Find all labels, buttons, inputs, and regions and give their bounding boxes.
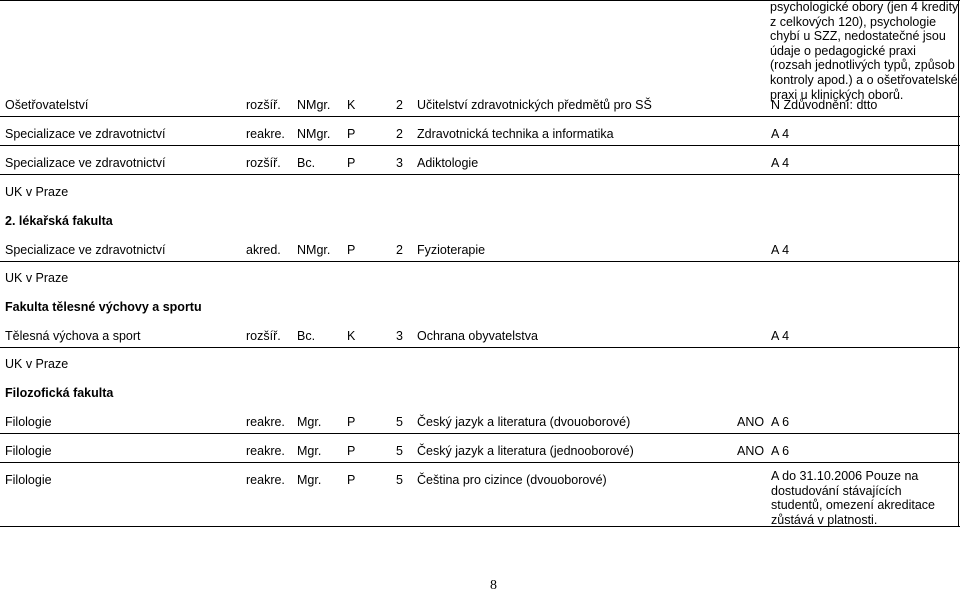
cell-typ: reakre. bbox=[246, 473, 285, 487]
cell-doba: 5 bbox=[396, 415, 403, 429]
cell-doba: 5 bbox=[396, 473, 403, 487]
cell-doba: 2 bbox=[396, 243, 403, 257]
cell-obor: Filologie bbox=[5, 444, 52, 458]
cell-stupen: Bc. bbox=[297, 156, 316, 170]
cell-forma: K bbox=[347, 329, 356, 343]
cell-typ: rozšíř. bbox=[246, 98, 281, 112]
cell-nazev: Čeština pro cizince (dvouoborové) bbox=[417, 473, 607, 487]
cell-obor: Specializace ve zdravotnictví bbox=[5, 243, 166, 257]
cell-stupen: NMgr. bbox=[297, 127, 331, 141]
cell-nazev: Ochrana obyvatelstva bbox=[417, 329, 538, 343]
cell-nazev: Adiktologie bbox=[417, 156, 479, 170]
university-heading: UK v Praze bbox=[5, 185, 69, 199]
cell-doba: 2 bbox=[396, 98, 403, 112]
cell-stupen: Mgr. bbox=[297, 415, 322, 429]
cell-vysledek: A 4 bbox=[771, 127, 790, 141]
cell-doba: 3 bbox=[396, 156, 403, 170]
cell-vysledek: A 6 bbox=[771, 444, 790, 458]
table-rule bbox=[0, 116, 960, 117]
cell-nazev: Učitelství zdravotnických předmětů pro SŠ bbox=[417, 98, 652, 112]
cell-vysledek: A 6 bbox=[771, 415, 790, 429]
cell-typ: akred. bbox=[246, 243, 281, 257]
cell-doba: 3 bbox=[396, 329, 403, 343]
cell-obor: Filologie bbox=[5, 473, 52, 487]
cell-nazev: Český jazyk a literatura (jednooborové) bbox=[417, 444, 634, 458]
faculty-heading: Filozofická fakulta bbox=[5, 386, 114, 400]
table-rule bbox=[0, 433, 960, 434]
cell-vysledek: A 4 bbox=[771, 243, 790, 257]
cell-szz: ANO bbox=[737, 415, 765, 429]
cell-stupen: NMgr. bbox=[297, 243, 331, 257]
top-note: psychologické obory (jen 4 kredity z celkových 120), psychologie chybí u SZZ, nedostatečné jsou údaje o pedagogické praxi (rozsah jednotlivých typů, způsob kontroly apod.) a o ošetřovatelské praxi u klinických oborů. bbox=[770, 0, 959, 102]
cell-forma: P bbox=[347, 127, 356, 141]
cell-stupen: Mgr. bbox=[297, 473, 322, 487]
cell-vysledek: N Zdůvodnění: dtto bbox=[771, 98, 878, 112]
cell-vysledek: A 4 bbox=[771, 156, 790, 170]
table-rule bbox=[0, 174, 960, 175]
university-heading: UK v Praze bbox=[5, 271, 69, 285]
cell-forma: P bbox=[347, 473, 356, 487]
cell-obor: Filologie bbox=[5, 415, 52, 429]
university-heading: UK v Praze bbox=[5, 357, 69, 371]
cell-typ: reakre. bbox=[246, 415, 285, 429]
table-rule bbox=[0, 145, 960, 146]
cell-nazev: Český jazyk a literatura (dvouoborové) bbox=[417, 415, 631, 429]
cell-forma: P bbox=[347, 243, 356, 257]
cell-doba: 2 bbox=[396, 127, 403, 141]
cell-obor: Ošetřovatelství bbox=[5, 98, 89, 112]
cell-vysledek: A 4 bbox=[771, 329, 790, 343]
cell-obor: Specializace ve zdravotnictví bbox=[5, 156, 166, 170]
cell-vysledek: A do 31.10.2006 Pouze na dostudování stávajících studentů, omezení akreditace zůstává v platnosti. bbox=[771, 469, 935, 527]
cell-stupen: NMgr. bbox=[297, 98, 331, 112]
cell-forma: K bbox=[347, 98, 356, 112]
cell-forma: P bbox=[347, 156, 356, 170]
cell-typ: rozšíř. bbox=[246, 156, 281, 170]
cell-szz: ANO bbox=[737, 444, 765, 458]
cell-doba: 5 bbox=[396, 444, 403, 458]
cell-nazev: Fyzioterapie bbox=[417, 243, 486, 257]
cell-stupen: Bc. bbox=[297, 329, 316, 343]
cell-typ: rozšíř. bbox=[246, 329, 281, 343]
page-number: 8 bbox=[490, 578, 497, 593]
cell-typ: reakre. bbox=[246, 444, 285, 458]
cell-typ: reakre. bbox=[246, 127, 285, 141]
faculty-heading: 2. lékařská fakulta bbox=[5, 214, 113, 228]
faculty-heading: Fakulta tělesné výchovy a sportu bbox=[5, 300, 202, 314]
cell-nazev: Zdravotnická technika a informatika bbox=[417, 127, 614, 141]
table-rule bbox=[0, 261, 960, 262]
cell-forma: P bbox=[347, 444, 356, 458]
cell-stupen: Mgr. bbox=[297, 444, 322, 458]
cell-obor: Specializace ve zdravotnictví bbox=[5, 127, 166, 141]
table-rule bbox=[0, 462, 960, 463]
cell-forma: P bbox=[347, 415, 356, 429]
cell-obor: Tělesná výchova a sport bbox=[5, 329, 141, 343]
table-rule bbox=[0, 347, 960, 348]
